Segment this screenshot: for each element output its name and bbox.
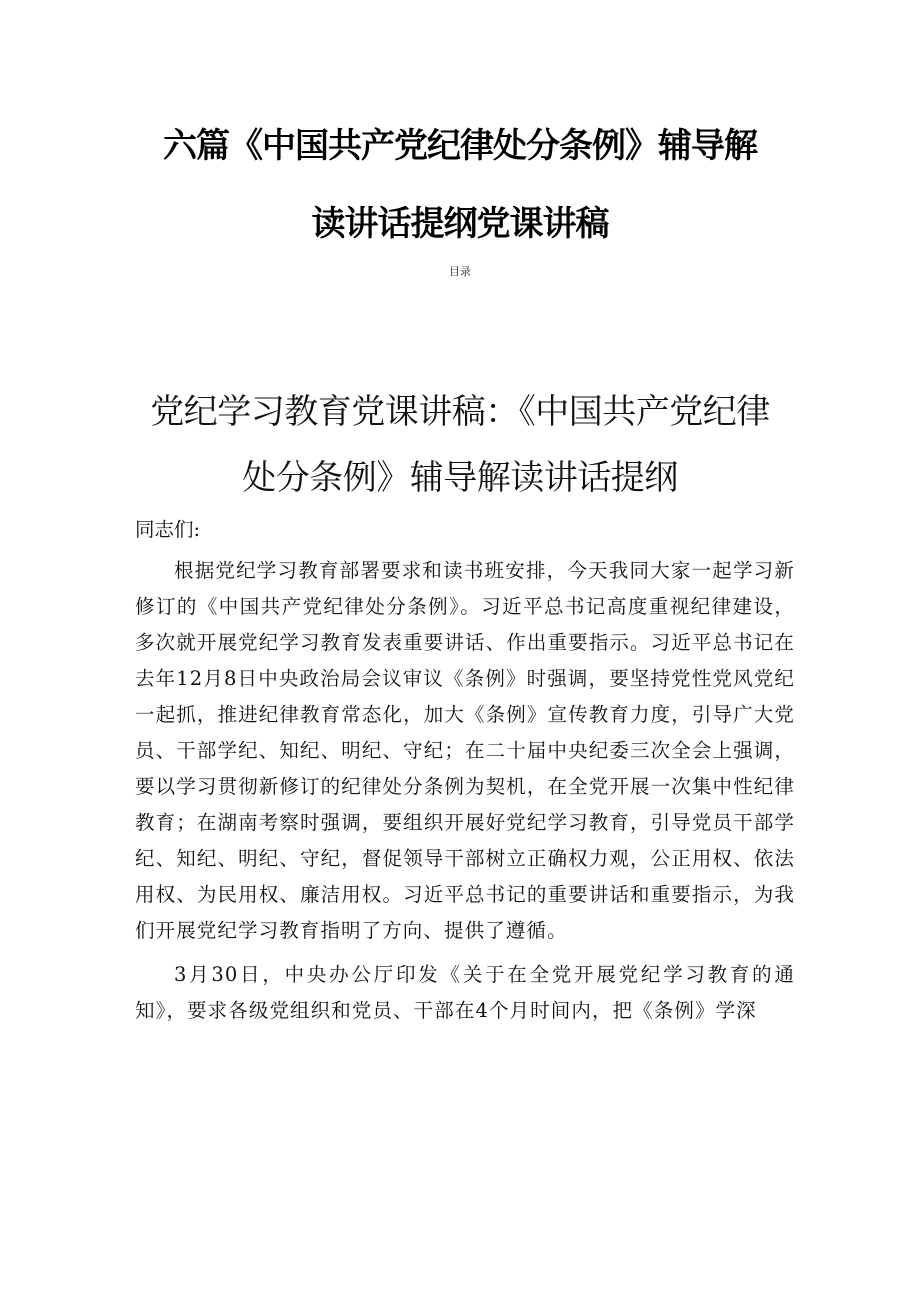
document-body: [135, 512, 795, 1029]
body-paragraph-1: 根据党纪学习教育部署要求和读书班安排，今天我同大家一起学习新修订的《中国共产党纪律处分条例》。习近平总书记高度重视纪律建设，多次就开展党纪学习教育发表重要讲话、作出重要指示。习近平总书记在去年12月8日中央政治局会议审议《条例》时强调，要坚持党性党风党纪一起抓，推进纪律教育常态化，加大《条例》宣传教育力度，引导广大党员、干部学纪、知纪、明纪、守纪；在二十届中央纪委三次全会上强调，要以学习贯彻新修订的纪律处分条例为契机，在全党开展一次集中性纪律教育；在湖南考察时强调，要组织开展好党纪学习教育，引导党员干部学纪、知纪、明纪、守纪，督促领导干部树立正确权力观，公正用权、依法用权、为民用权、廉洁用权。习近平总书记的重要讲话和重要指示，为我们开展党纪学习教育指明了方向、提供了遵循。: [135, 559, 795, 942]
section-title-line-1: 党纪学习教育党课讲稿：《中国共产党纪律: [150, 392, 770, 432]
body-paragraph-2: 3月30日，中央办公厅印发《关于在全党开展党纪学习教育的通知》，要求各级党组织和党员、干部在4个月时间内，把《条例》学深: [135, 963, 795, 1022]
section-title-line-2: 处分条例》辅导解读讲话提纲: [242, 458, 678, 498]
document-title-line-2: 读讲话提纲党课讲稿: [311, 204, 609, 244]
salutation: 同志们:: [135, 518, 201, 541]
document-title-line-1: 六篇《中国共产党纪律处分条例》辅导解: [163, 126, 757, 166]
table-of-contents-label: 目录: [449, 265, 471, 278]
